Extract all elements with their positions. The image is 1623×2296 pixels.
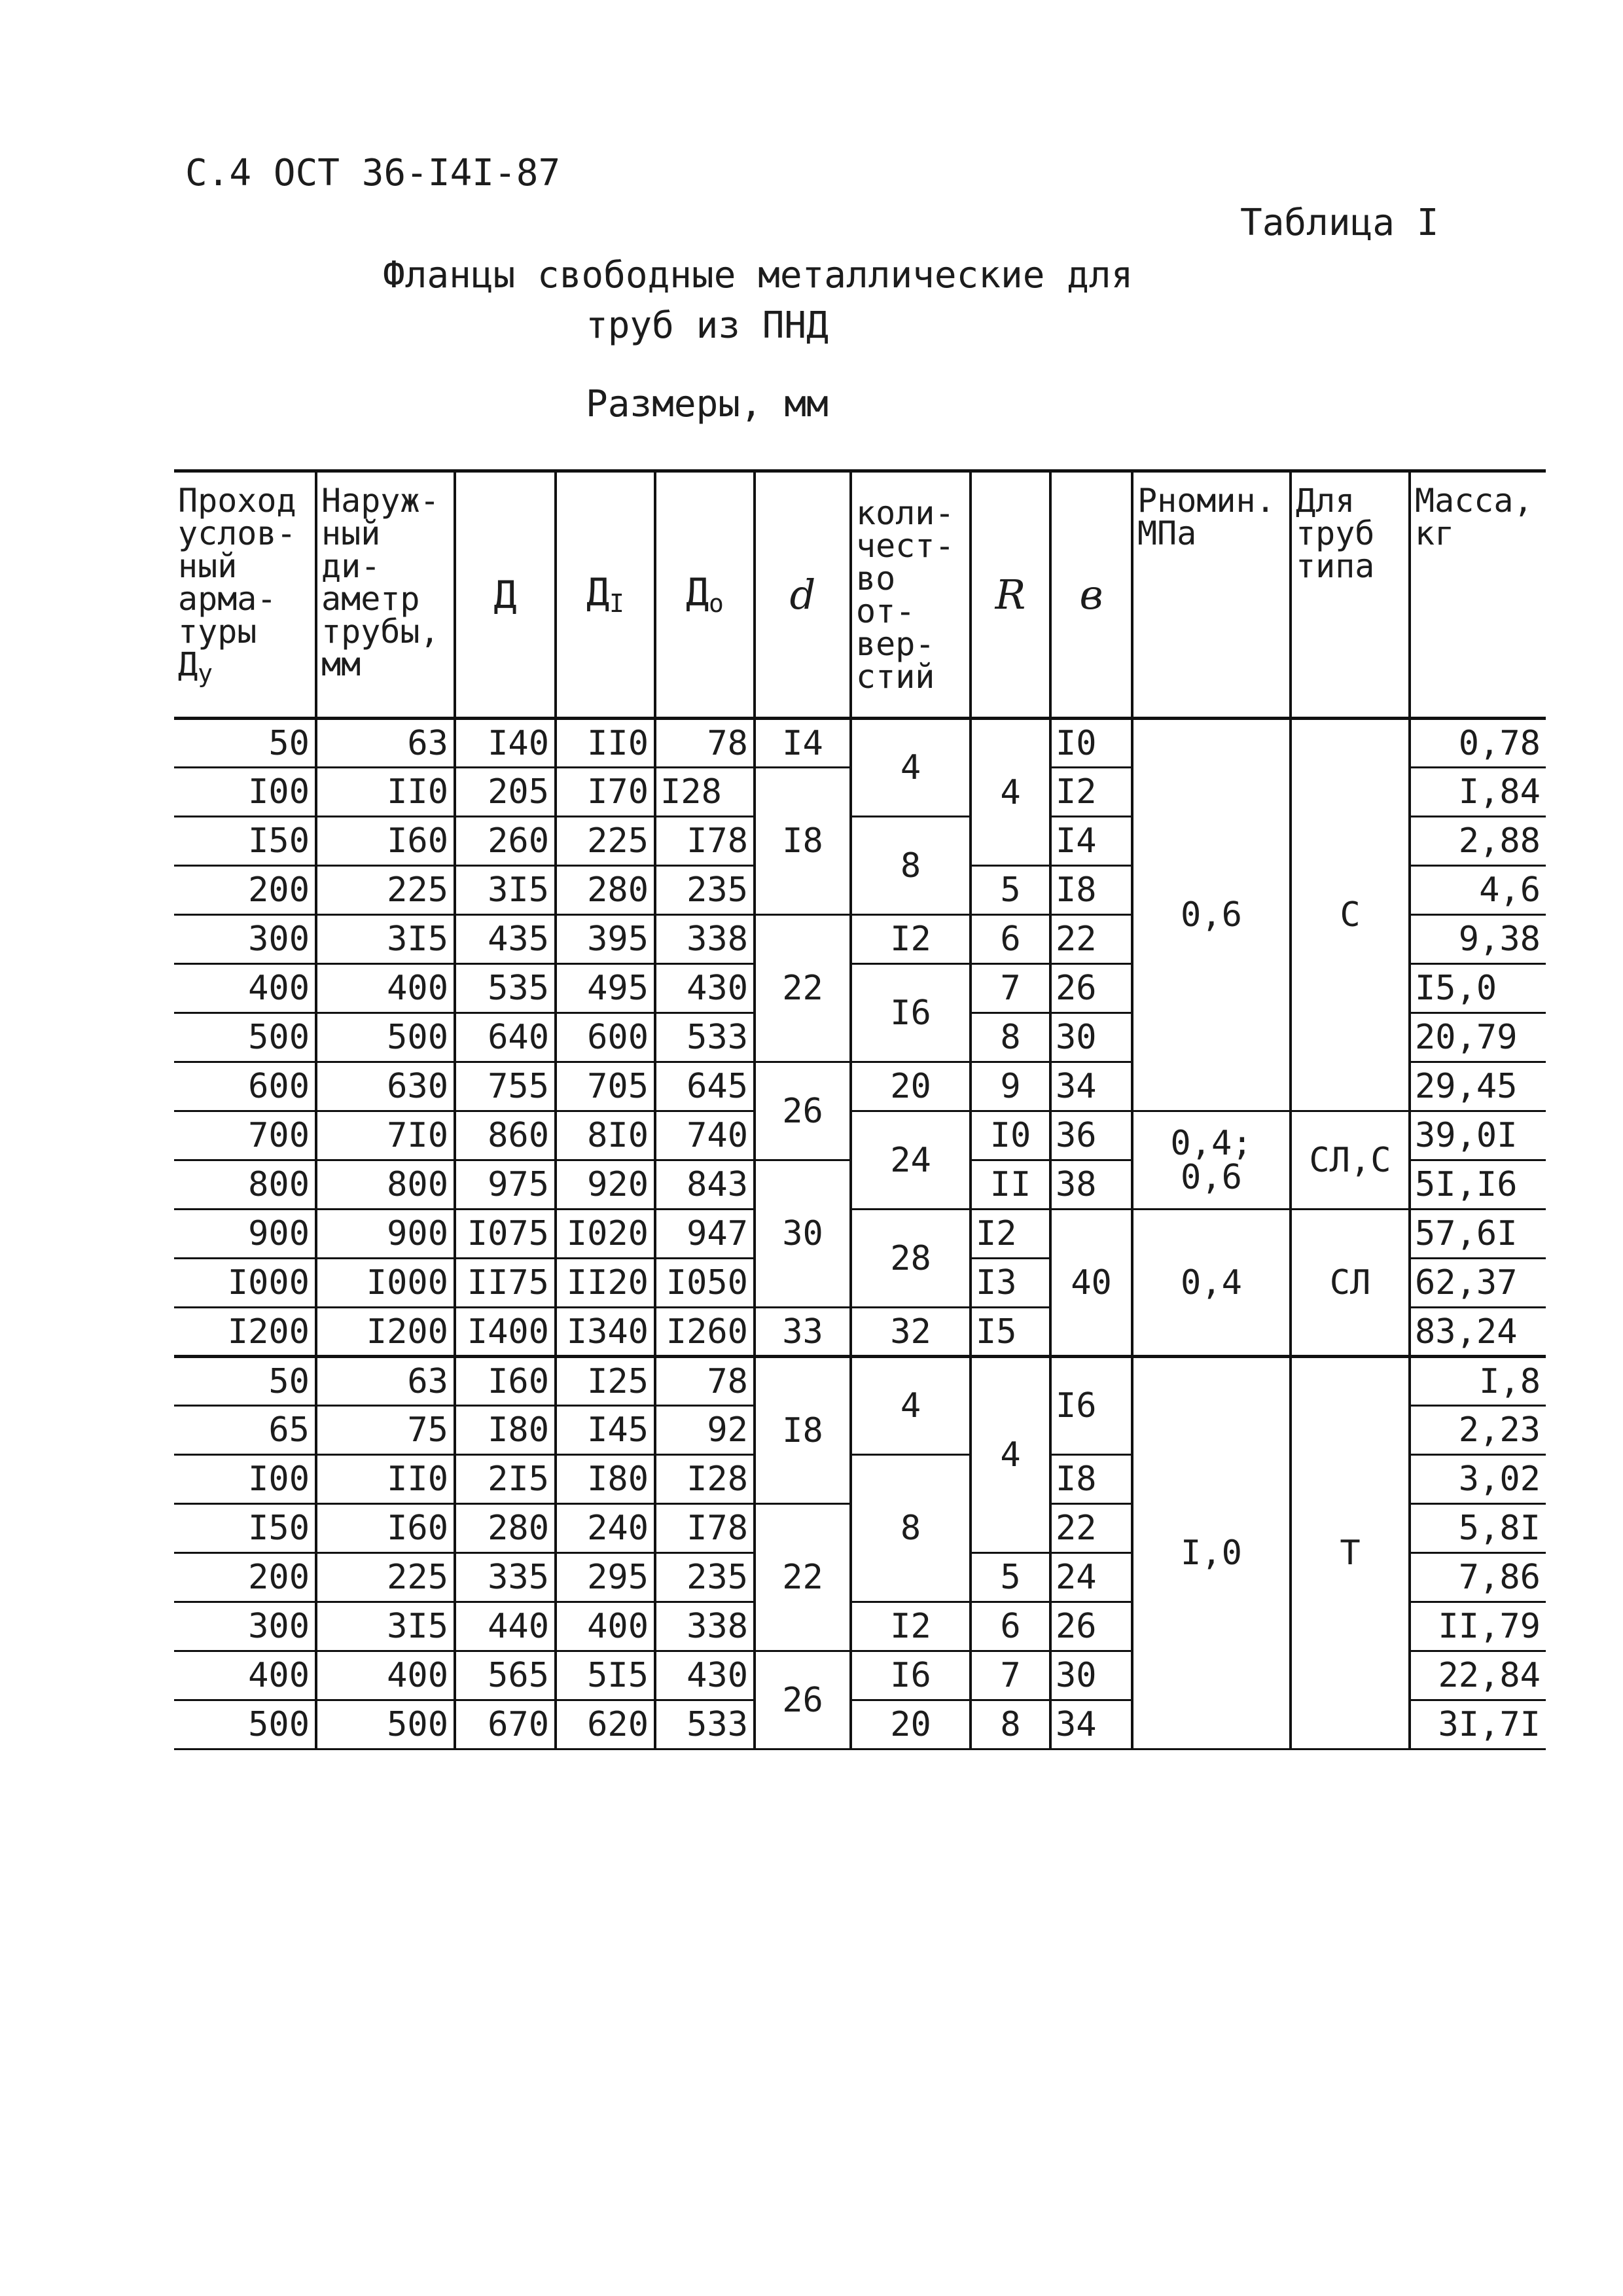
cell-b: 34 xyxy=(1050,1700,1132,1749)
cell-holes: I6 xyxy=(851,1651,971,1700)
cell-R: 5 xyxy=(971,866,1050,915)
cell-D1: 280 xyxy=(556,866,655,915)
cell-dy: 500 xyxy=(174,1013,316,1062)
cell-D: 280 xyxy=(455,1504,556,1553)
header-D1-subscript: I xyxy=(609,589,624,618)
cell-outer-diam: I60 xyxy=(316,1504,455,1553)
cell-outer-diam: 400 xyxy=(316,1651,455,1700)
cell-D: II75 xyxy=(455,1259,556,1308)
cell-dy: 50 xyxy=(174,1357,316,1406)
cell-outer-diam: II0 xyxy=(316,768,455,817)
cell-outer-diam: 63 xyxy=(316,1357,455,1406)
header-pressure: Pномин. МПа xyxy=(1132,471,1291,719)
cell-R: 4 xyxy=(971,1357,1050,1553)
cell-holes: I2 xyxy=(851,1602,971,1651)
cell-b: 26 xyxy=(1050,1602,1132,1651)
cell-b: 38 xyxy=(1050,1160,1132,1210)
cell-outer-diam: 900 xyxy=(316,1210,455,1259)
cell-D1: 5I5 xyxy=(556,1651,655,1700)
cell-mass: 29,45 xyxy=(1410,1062,1546,1111)
cell-D1: 225 xyxy=(556,817,655,866)
cell-R: 8 xyxy=(971,1700,1050,1749)
cell-holes: 8 xyxy=(851,1455,971,1602)
table-label: Таблица I xyxy=(1240,202,1439,244)
cell-pressure: 0,4 xyxy=(1132,1210,1291,1357)
cell-D: 335 xyxy=(455,1553,556,1602)
cell-b: 22 xyxy=(1050,1504,1132,1553)
cell-outer-diam: 75 xyxy=(316,1406,455,1455)
cell-D: 3I5 xyxy=(455,866,556,915)
cell-dy: 700 xyxy=(174,1111,316,1160)
cell-D0: 430 xyxy=(655,1651,755,1700)
cell-b: 26 xyxy=(1050,964,1132,1013)
cell-mass: 4,6 xyxy=(1410,866,1546,915)
cell-R: I5 xyxy=(971,1308,1050,1357)
cell-mass: 5,8I xyxy=(1410,1504,1546,1553)
cell-D: I40 xyxy=(455,719,556,768)
cell-R: 6 xyxy=(971,915,1050,964)
cell-b: I2 xyxy=(1050,768,1132,817)
cell-b: I8 xyxy=(1050,866,1132,915)
cell-D0: I78 xyxy=(655,1504,755,1553)
header-passage-label: Проход услов- ный арма- туры xyxy=(178,482,296,651)
cell-outer-diam: 225 xyxy=(316,866,455,915)
cell-mass: 9,38 xyxy=(1410,915,1546,964)
cell-D: 2I5 xyxy=(455,1455,556,1504)
cell-b: I8 xyxy=(1050,1455,1132,1504)
header-d: d xyxy=(755,471,851,719)
cell-holes: 32 xyxy=(851,1308,971,1357)
cell-dy: 200 xyxy=(174,1553,316,1602)
cell-outer-diam: 630 xyxy=(316,1062,455,1111)
cell-D1: II20 xyxy=(556,1259,655,1308)
cell-D1: 240 xyxy=(556,1504,655,1553)
cell-mass: I,8 xyxy=(1410,1357,1546,1406)
cell-b: I6 xyxy=(1050,1357,1132,1455)
cell-D: I400 xyxy=(455,1308,556,1357)
cell-D0: I28 xyxy=(655,768,755,817)
cell-D0: 78 xyxy=(655,1357,755,1406)
cell-D: 440 xyxy=(455,1602,556,1651)
cell-outer-diam: I200 xyxy=(316,1308,455,1357)
cell-D1: I70 xyxy=(556,768,655,817)
cell-mass: 2,23 xyxy=(1410,1406,1546,1455)
cell-D0: I78 xyxy=(655,817,755,866)
header-outer-diameter: Наруж- ный ди- аметр трубы, мм xyxy=(316,471,455,719)
cell-dy: 300 xyxy=(174,915,316,964)
cell-dy: I50 xyxy=(174,1504,316,1553)
cell-outer-diam: 3I5 xyxy=(316,1602,455,1651)
cell-D1: 920 xyxy=(556,1160,655,1210)
cell-outer-diam: I60 xyxy=(316,817,455,866)
header-D0-subscript: о xyxy=(709,589,724,618)
table-row xyxy=(174,719,1546,768)
cell-dy: I00 xyxy=(174,1455,316,1504)
header-b: в xyxy=(1050,471,1132,719)
cell-mass: 83,24 xyxy=(1410,1308,1546,1357)
cell-D0: 645 xyxy=(655,1062,755,1111)
cell-D0: 843 xyxy=(655,1160,755,1210)
table-row xyxy=(174,1357,1546,1406)
header-mass: Масса, кг xyxy=(1410,471,1546,719)
cell-R: 8 xyxy=(971,1013,1050,1062)
cell-D: 535 xyxy=(455,964,556,1013)
cell-dy: 500 xyxy=(174,1700,316,1749)
cell-dy: I200 xyxy=(174,1308,316,1357)
cell-R: I2 xyxy=(971,1210,1050,1259)
cell-dy: 600 xyxy=(174,1062,316,1111)
header-D0 xyxy=(655,471,755,719)
cell-dy: 50 xyxy=(174,719,316,768)
cell-outer-diam: I000 xyxy=(316,1259,455,1308)
cell-D0: 92 xyxy=(655,1406,755,1455)
cell-D: 755 xyxy=(455,1062,556,1111)
cell-D0: I28 xyxy=(655,1455,755,1504)
cell-R: I3 xyxy=(971,1259,1050,1308)
cell-D: 975 xyxy=(455,1160,556,1210)
cell-R: 5 xyxy=(971,1553,1050,1602)
cell-mass: I,84 xyxy=(1410,768,1546,817)
cell-holes: 20 xyxy=(851,1700,971,1749)
cell-d: 30 xyxy=(755,1160,851,1308)
header-passage-symbol: Д xyxy=(178,645,198,683)
cell-D1: 620 xyxy=(556,1700,655,1749)
cell-D: 565 xyxy=(455,1651,556,1700)
cell-pipe-type: СЛ,С xyxy=(1291,1111,1410,1210)
cell-b: 30 xyxy=(1050,1013,1132,1062)
cell-D1: 8I0 xyxy=(556,1111,655,1160)
cell-holes: 28 xyxy=(851,1210,971,1308)
cell-dy: I000 xyxy=(174,1259,316,1308)
cell-outer-diam: 800 xyxy=(316,1160,455,1210)
cell-mass: 3,02 xyxy=(1410,1455,1546,1504)
cell-D: 860 xyxy=(455,1111,556,1160)
cell-D: 640 xyxy=(455,1013,556,1062)
table-title-line-1: Фланцы свободные металлические для xyxy=(383,254,1133,296)
cell-D0: 533 xyxy=(655,1700,755,1749)
cell-outer-diam: 7I0 xyxy=(316,1111,455,1160)
header-D1 xyxy=(556,471,655,719)
cell-D0: 78 xyxy=(655,719,755,768)
cell-R: I0 xyxy=(971,1111,1050,1160)
cell-D1: 395 xyxy=(556,915,655,964)
cell-mass: 57,6I xyxy=(1410,1210,1546,1259)
cell-outer-diam: 500 xyxy=(316,1013,455,1062)
cell-D: I60 xyxy=(455,1357,556,1406)
cell-outer-diam: 225 xyxy=(316,1553,455,1602)
cell-D0: 533 xyxy=(655,1013,755,1062)
header-pipe-type: Для труб типа xyxy=(1291,471,1410,719)
cell-b: 24 xyxy=(1050,1553,1132,1602)
cell-b: I0 xyxy=(1050,719,1132,768)
cell-D1: 705 xyxy=(556,1062,655,1111)
cell-mass: 39,0I xyxy=(1410,1111,1546,1160)
cell-dy: I50 xyxy=(174,817,316,866)
cell-pipe-type: С xyxy=(1291,719,1410,1111)
cell-dy: 300 xyxy=(174,1602,316,1651)
cell-D0: I260 xyxy=(655,1308,755,1357)
cell-mass: 7,86 xyxy=(1410,1553,1546,1602)
cell-dy: 800 xyxy=(174,1160,316,1210)
cell-d: 26 xyxy=(755,1062,851,1160)
cell-b: 22 xyxy=(1050,915,1132,964)
cell-b: I4 xyxy=(1050,817,1132,866)
cell-d: 22 xyxy=(755,1504,851,1651)
cell-D0: 235 xyxy=(655,1553,755,1602)
cell-D1: 400 xyxy=(556,1602,655,1651)
cell-pipe-type: СЛ xyxy=(1291,1210,1410,1357)
cell-D1: II0 xyxy=(556,719,655,768)
cell-outer-diam: 500 xyxy=(316,1700,455,1749)
cell-R: II xyxy=(971,1160,1050,1210)
cell-outer-diam: 63 xyxy=(316,719,455,768)
cell-d: 22 xyxy=(755,915,851,1062)
cell-mass: 3I,7I xyxy=(1410,1700,1546,1749)
cell-mass: 5I,I6 xyxy=(1410,1160,1546,1210)
header-row xyxy=(174,471,1546,719)
cell-R: 9 xyxy=(971,1062,1050,1111)
header-holes: коли- чест- во от- вер- стий xyxy=(851,471,971,719)
cell-D1: I80 xyxy=(556,1455,655,1504)
cell-D0: 430 xyxy=(655,964,755,1013)
cell-D1: I340 xyxy=(556,1308,655,1357)
cell-b: 40 xyxy=(1050,1210,1132,1357)
cell-mass: II,79 xyxy=(1410,1602,1546,1651)
cell-holes: 8 xyxy=(851,817,971,915)
cell-D: 435 xyxy=(455,915,556,964)
cell-D0: I050 xyxy=(655,1259,755,1308)
cell-D1: I020 xyxy=(556,1210,655,1259)
cell-holes: I2 xyxy=(851,915,971,964)
cell-R: 6 xyxy=(971,1602,1050,1651)
cell-dy: 400 xyxy=(174,964,316,1013)
cell-D0: 740 xyxy=(655,1111,755,1160)
cell-mass: I5,0 xyxy=(1410,964,1546,1013)
table-title-line-2: труб из ПНД xyxy=(586,304,829,347)
table-row xyxy=(174,1210,1546,1259)
units-caption: Размеры, мм xyxy=(586,383,829,425)
cell-mass: 22,84 xyxy=(1410,1651,1546,1700)
cell-dy: 200 xyxy=(174,866,316,915)
cell-pipe-type: Т xyxy=(1291,1357,1410,1749)
cell-holes: 4 xyxy=(851,1357,971,1455)
header-D: Д xyxy=(455,471,556,719)
cell-D0: 338 xyxy=(655,915,755,964)
cell-d: I8 xyxy=(755,1357,851,1504)
cell-D: 260 xyxy=(455,817,556,866)
cell-D1: I25 xyxy=(556,1357,655,1406)
cell-dy: 65 xyxy=(174,1406,316,1455)
flange-dimensions-table xyxy=(174,469,1546,1750)
cell-pressure: I,0 xyxy=(1132,1357,1291,1749)
cell-outer-diam: 3I5 xyxy=(316,915,455,964)
cell-b: 34 xyxy=(1050,1062,1132,1111)
cell-b: 30 xyxy=(1050,1651,1132,1700)
page-header: С.4 ОСТ 36-I4I-87 xyxy=(185,152,561,194)
cell-dy: 400 xyxy=(174,1651,316,1700)
cell-R: 7 xyxy=(971,1651,1050,1700)
cell-holes: 20 xyxy=(851,1062,971,1111)
header-passage xyxy=(174,471,316,719)
cell-D: I80 xyxy=(455,1406,556,1455)
cell-pressure-line-1: 0,4; xyxy=(1170,1123,1253,1163)
cell-D1: 495 xyxy=(556,964,655,1013)
cell-D: 205 xyxy=(455,768,556,817)
cell-dy: I00 xyxy=(174,768,316,817)
cell-D0: 947 xyxy=(655,1210,755,1259)
cell-D1: I45 xyxy=(556,1406,655,1455)
cell-D: I075 xyxy=(455,1210,556,1259)
cell-d: 33 xyxy=(755,1308,851,1357)
cell-holes: I6 xyxy=(851,964,971,1062)
cell-mass: 20,79 xyxy=(1410,1013,1546,1062)
cell-d: 26 xyxy=(755,1651,851,1749)
cell-pressure xyxy=(1132,1111,1291,1210)
cell-d: I4 xyxy=(755,719,851,768)
cell-dy: 900 xyxy=(174,1210,316,1259)
cell-holes: 24 xyxy=(851,1111,971,1210)
cell-d: I8 xyxy=(755,768,851,915)
cell-b: 36 xyxy=(1050,1111,1132,1160)
header-D1-symbol: Д xyxy=(586,570,610,615)
cell-pressure-line-2: 0,6 xyxy=(1181,1157,1242,1197)
cell-pressure: 0,6 xyxy=(1132,719,1291,1111)
cell-R: 7 xyxy=(971,964,1050,1013)
cell-R: 4 xyxy=(971,719,1050,866)
header-R: R xyxy=(971,471,1050,719)
cell-outer-diam: 400 xyxy=(316,964,455,1013)
cell-mass: 0,78 xyxy=(1410,719,1546,768)
cell-D1: 600 xyxy=(556,1013,655,1062)
cell-outer-diam: II0 xyxy=(316,1455,455,1504)
cell-D1: 295 xyxy=(556,1553,655,1602)
cell-holes: 4 xyxy=(851,719,971,817)
cell-mass: 2,88 xyxy=(1410,817,1546,866)
header-passage-subscript: у xyxy=(198,659,213,688)
cell-D0: 235 xyxy=(655,866,755,915)
table-row xyxy=(174,1111,1546,1160)
header-D0-symbol: Д xyxy=(686,570,709,615)
cell-mass: 62,37 xyxy=(1410,1259,1546,1308)
cell-D: 670 xyxy=(455,1700,556,1749)
cell-D0: 338 xyxy=(655,1602,755,1651)
